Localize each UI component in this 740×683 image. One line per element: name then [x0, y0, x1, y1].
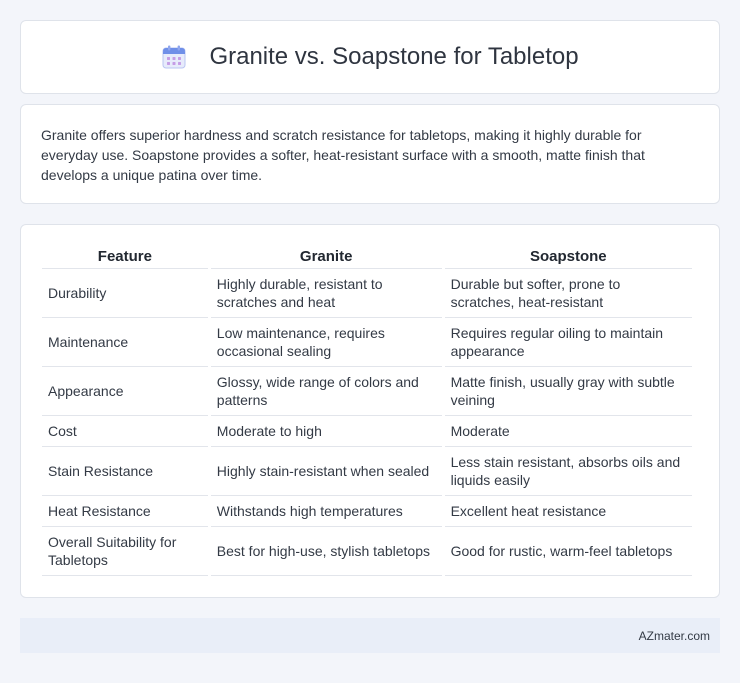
table-row	[42, 318, 692, 367]
summary-card	[20, 104, 720, 204]
footer-brand[interactable]: AZmater.com	[638, 628, 710, 643]
header-granite: Granite	[211, 245, 442, 269]
feature-cell: Overall Suitability for Tabletops	[42, 527, 208, 576]
comparison-card	[20, 224, 720, 598]
granite-cell: Withstands high temperatures	[211, 496, 442, 527]
granite-cell: Highly stain-resistant when sealed	[211, 447, 442, 496]
granite-cell: Highly durable, resistant to scratches and heat	[211, 269, 442, 318]
table-row	[42, 269, 692, 318]
feature-cell: Cost	[42, 416, 208, 447]
granite-cell: Moderate to high	[211, 416, 442, 447]
footer	[20, 618, 720, 653]
soapstone-cell: Durable but softer, prone to scratches, heat-resistant	[445, 269, 692, 318]
table-row	[42, 527, 692, 576]
calendar-icon	[161, 44, 187, 70]
feature-cell: Maintenance	[42, 318, 208, 367]
page-title: Granite vs. Soapstone for Tabletop	[209, 43, 579, 70]
soapstone-cell: Matte finish, usually gray with subtle veining	[445, 367, 692, 416]
granite-cell: Best for high-use, stylish tabletops	[211, 527, 442, 576]
table-row	[42, 367, 692, 416]
header-soapstone: Soapstone	[445, 245, 692, 269]
feature-cell: Heat Resistance	[42, 496, 208, 527]
feature-cell: Appearance	[42, 367, 208, 416]
soapstone-cell: Requires regular oiling to maintain appearance	[445, 318, 692, 367]
feature-cell: Stain Resistance	[42, 447, 208, 496]
feature-cell: Durability	[42, 269, 208, 318]
header-feature: Feature	[42, 245, 208, 269]
soapstone-cell: Less stain resistant, absorbs oils and liquids easily	[445, 447, 692, 496]
title-card	[20, 20, 720, 94]
summary-text: Granite offers superior hardness and scratch resistance for tabletops, making it highly durable for everyday use. Soapstone provides a softer, heat-resistant surface with a smooth, matte finish that develops a unique patina over time.	[41, 127, 645, 183]
comparison-table	[39, 245, 695, 576]
table-row	[42, 447, 692, 496]
soapstone-cell: Excellent heat resistance	[445, 496, 692, 527]
table-row	[42, 416, 692, 447]
soapstone-cell: Moderate	[445, 416, 692, 447]
granite-cell: Glossy, wide range of colors and patterns	[211, 367, 442, 416]
soapstone-cell: Good for rustic, warm-feel tabletops	[445, 527, 692, 576]
granite-cell: Low maintenance, requires occasional sealing	[211, 318, 442, 367]
table-header-row	[42, 245, 692, 269]
table-row	[42, 496, 692, 527]
